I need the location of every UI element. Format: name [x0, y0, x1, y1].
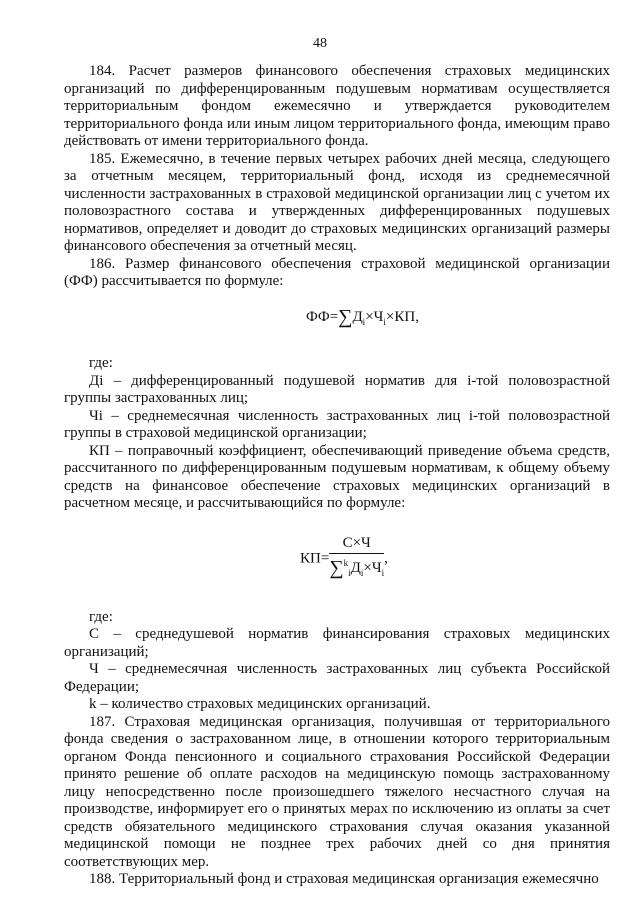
- formula-ff-ch-index: i: [383, 316, 386, 327]
- definition-k: k – количество страховых медицинских организаций.: [89, 696, 431, 712]
- formula-kp-lhs: КП: [300, 549, 321, 566]
- formula-kp-d-index: i: [360, 568, 364, 578]
- formula-ff-eq: =: [329, 308, 339, 325]
- paragraph-184: 184. Расчет размеров финансового обеспечения страховых медицинских организаций по дифференцированным подушевым нормативам осуществляется территориальным фондом ежемесячно и утверждается руководителем территориального фонда или иным лицом территориального фонда, имеющим право действовать от имени территориального фонда.: [64, 63, 610, 149]
- where-label-1: где:: [89, 355, 113, 371]
- formula-kp-eq: =: [320, 549, 330, 566]
- formula-ff-lhs: ФФ: [306, 308, 330, 325]
- formula-ff-ch: Ч: [373, 308, 384, 325]
- formula-kp-tail: ,: [384, 549, 388, 566]
- formula-kp-sum-sign: ∑: [329, 557, 344, 579]
- definition-ch-total: Ч – среднемесячная численность застрахованных лиц субъекта Российской Федерации;: [64, 661, 610, 695]
- definition-ch: Чi – среднемесячная численность застрахованных лиц i-той половозрастной группы в страховой медицинской организации;: [64, 407, 610, 441]
- formula-kp-denominator: [329, 554, 384, 583]
- formula-ff-times-2: ×: [385, 308, 395, 325]
- document-body: [64, 63, 610, 889]
- formula-ff-kp: КП,: [394, 308, 419, 325]
- formula-kp-sum-upper: k: [343, 558, 349, 568]
- paragraph-188: 188. Территориальный фонд и страховая медицинская организация ежемесячно: [89, 871, 599, 887]
- formula-ff-times-1: ×: [365, 308, 374, 325]
- definition-d: Дi – дифференцированный подушевой норматив для i-той половозрастной группы застрахованных лиц;: [64, 372, 610, 406]
- where-label-2: где:: [89, 608, 113, 625]
- formula-kp-times: ×: [363, 560, 372, 576]
- page-number: 48: [313, 36, 327, 51]
- formula-kp: [64, 535, 610, 583]
- paragraph-185: 185. Ежемесячно, в течение первых четырех рабочих дней месяца, следующего за отчетным месяцем, территориальный фонд, исходя из среднемесячной численности застрахованных в страховой медицинской организации лиц с учетом их половозрастного состава и утвержденных дифференцированных подушевых нормативов, определяет и доводит до страховых медицинских организаций размеры финансового обеспечения за отчетный месяц.: [64, 150, 610, 254]
- formula-kp-numerator: С×Ч: [329, 535, 384, 555]
- formula-ff-sum-sign: ∑: [338, 305, 353, 328]
- definition-kp: КП – поправочный коэффициент, обеспечивающий приведение объема средств, рассчитанного по дифференцированным подушевым нормативам, к общему объему средств на финансовое обеспечение страховых медицинских организаций в расчетном месяце, и рассчитывающийся по формуле:: [64, 442, 610, 511]
- formula-ff: [64, 305, 610, 332]
- formula-ff-d-index: i: [362, 316, 366, 327]
- paragraph-187: 187. Страховая медицинская организация, получившая от территориального фонда сведения о застрахованном лице, в отношении которого территориальным органом Фонда пенсионного и социального страхования Российской Федерации принято решение об оплате расходов на медицинскую помощь застрахованному лицу непосредственно после произошедшего тяжелого несчастного случая на производстве, информирует его о принятых мерах по исключению из оплаты за счет средств обязательного медицинского страхования случая оказания указанной медицинской помощи не позднее трех рабочих дней со дня принятия соответствующих мер.: [64, 713, 610, 870]
- formula-kp-d: Д: [350, 560, 361, 576]
- formula-kp-fraction: [329, 535, 384, 583]
- paragraph-186: 186. Размер финансового обеспечения страховой медицинской организации (ФФ) рассчитывается по формуле:: [64, 255, 610, 289]
- formula-kp-ch-index: i: [381, 568, 385, 578]
- formula-ff-d: Д: [352, 308, 363, 325]
- formula-kp-sum-lower: i: [348, 568, 351, 578]
- definition-c: С – среднедушевой норматив финансирования страховых медицинских организаций;: [64, 626, 610, 660]
- formula-kp-ch: Ч: [371, 560, 382, 576]
